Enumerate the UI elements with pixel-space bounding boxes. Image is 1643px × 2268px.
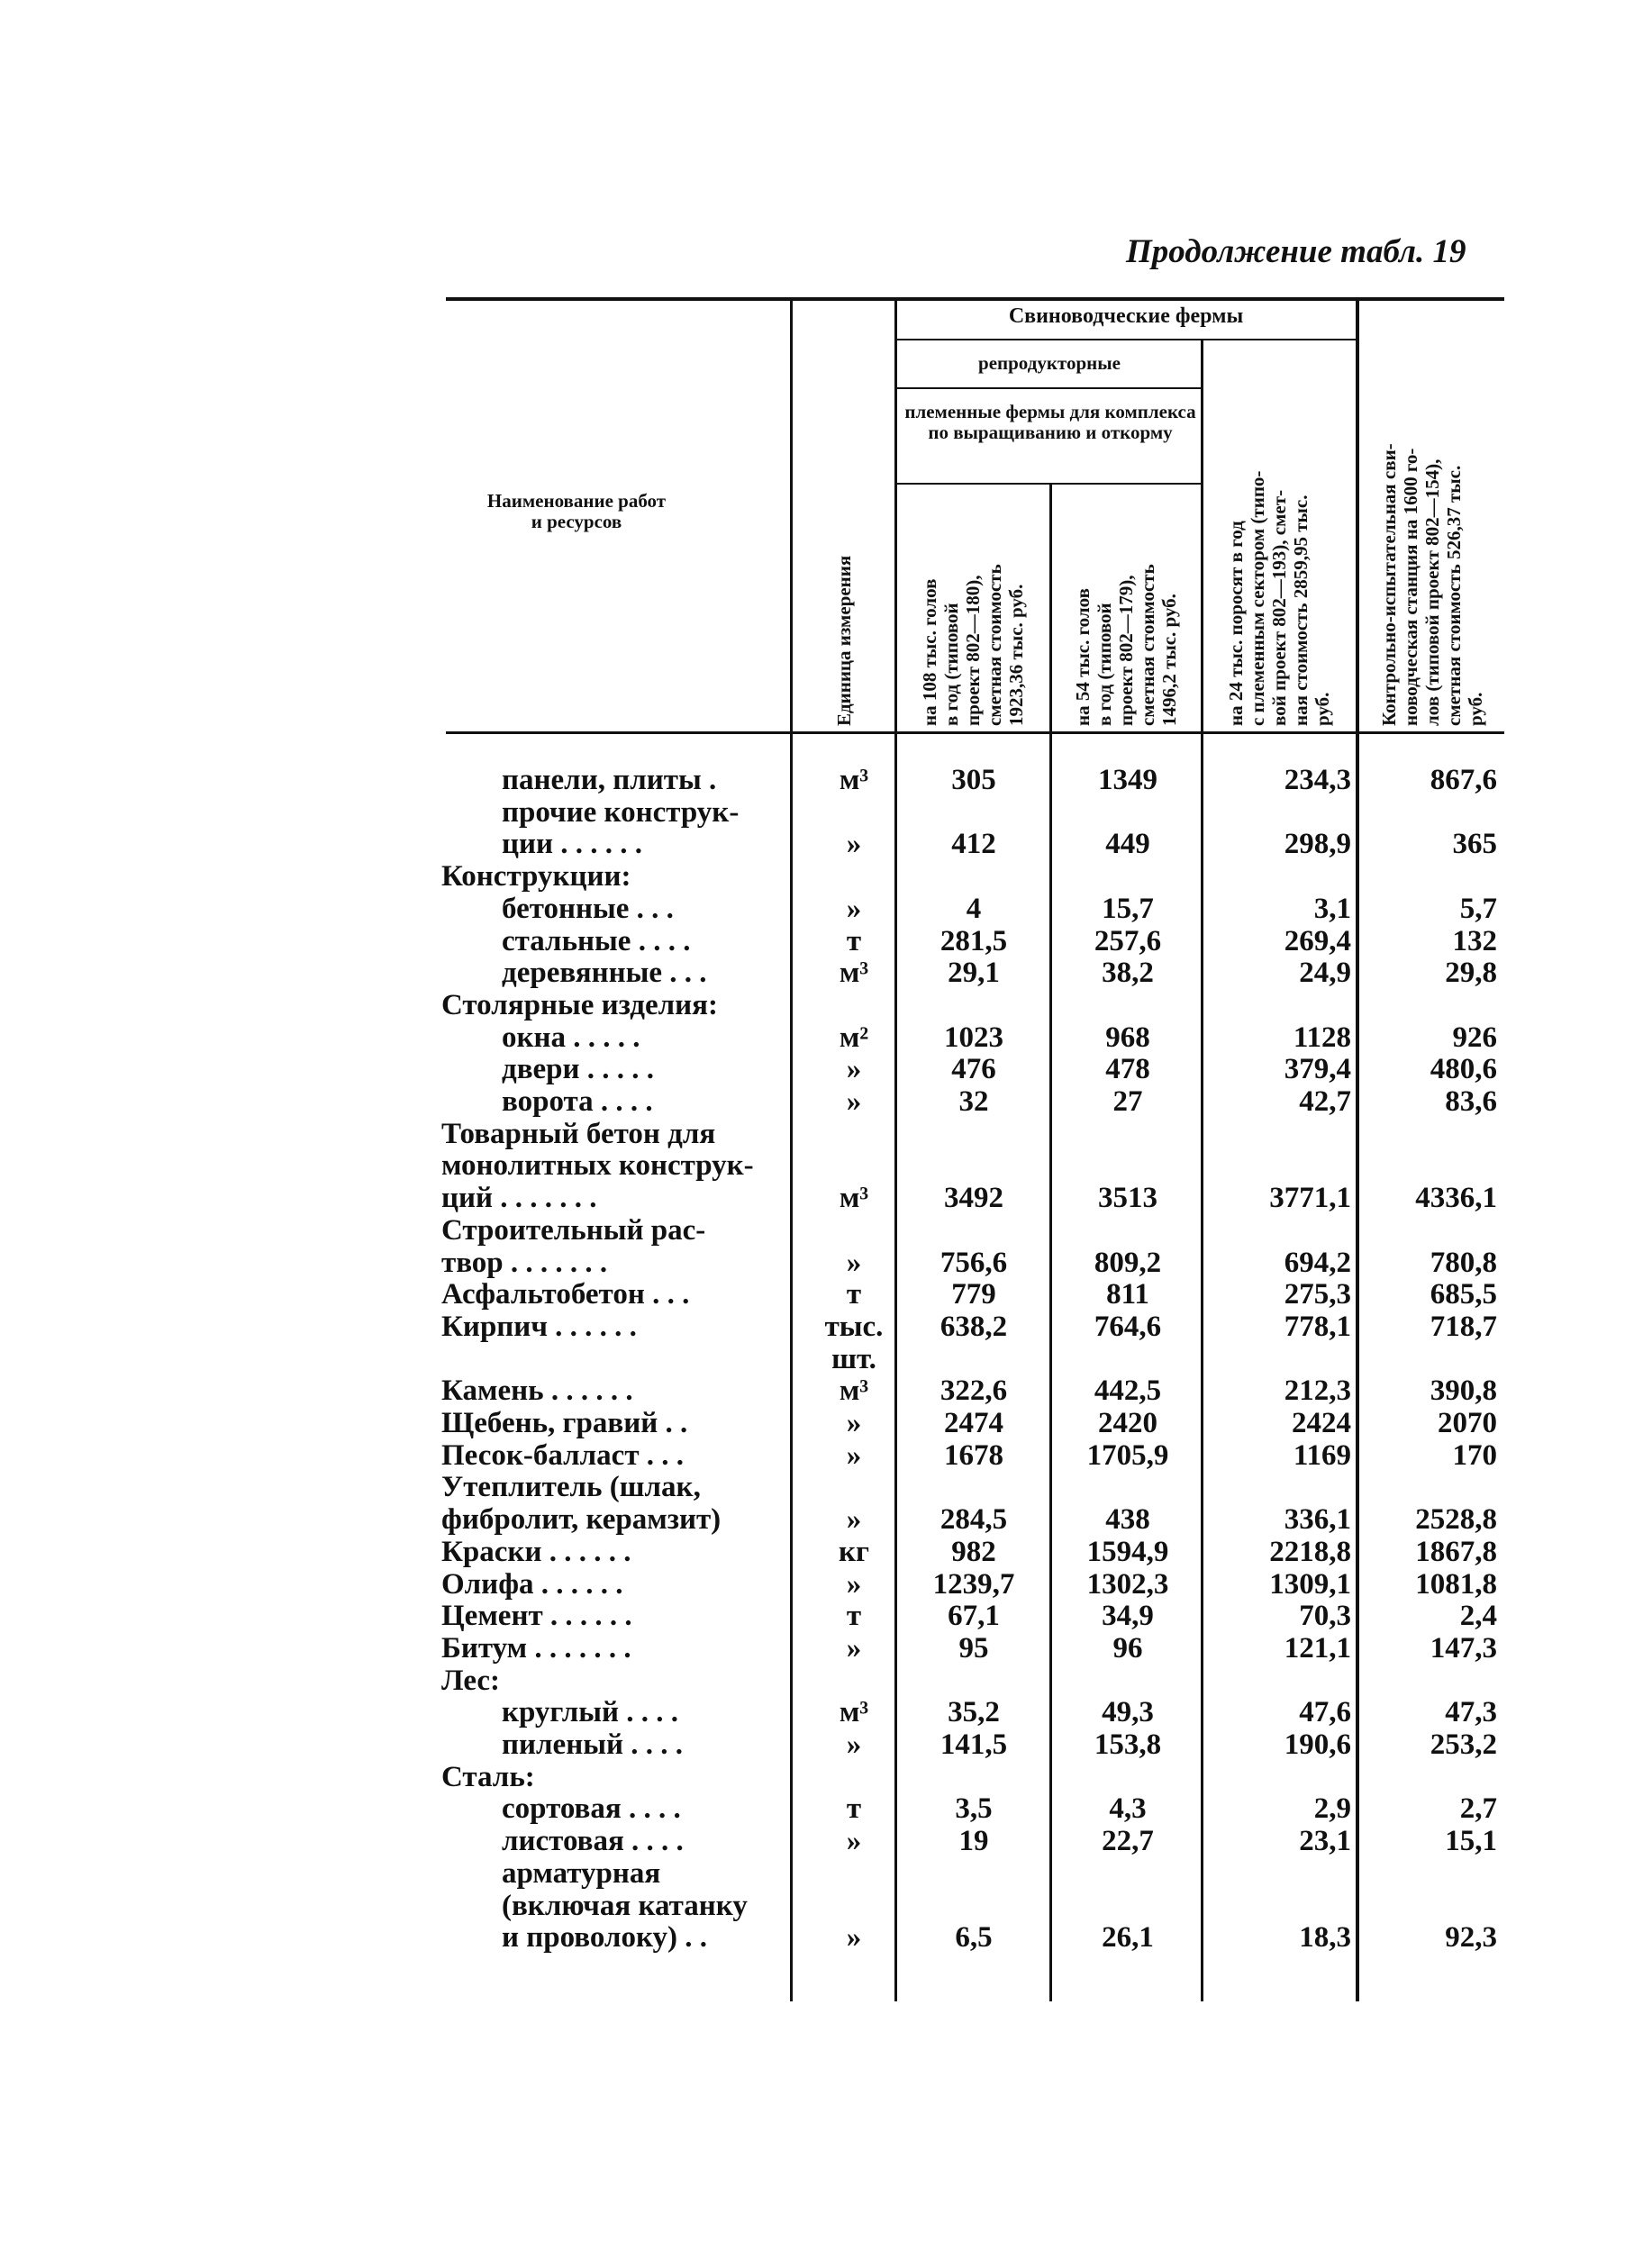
row-value-c2: 1349: [1098, 764, 1157, 796]
row-value-c4: 718,7: [1430, 1310, 1497, 1343]
header-col4: [1378, 443, 1486, 726]
row-unit: »: [846, 1438, 862, 1472]
row-value-c4: 170: [1452, 1438, 1497, 1472]
header-col3-line: ная стоимость 2859,95 тыс.: [1290, 494, 1312, 726]
table-row: [0, 989, 1643, 1021]
row-value-c2: 968: [1105, 1021, 1150, 1054]
row-unit: »: [846, 1246, 862, 1279]
row-label: Битум . . . . . . .: [441, 1631, 631, 1665]
row-value-c2: 3513: [1098, 1182, 1157, 1215]
table-row: [0, 1247, 1643, 1279]
table-row: [0, 1407, 1643, 1439]
row-value-c4: 92,3: [1445, 1921, 1497, 1955]
row-label: прочие конструк-: [502, 795, 740, 829]
row-unit: м³: [839, 1696, 869, 1729]
row-value-c1: 476: [951, 1053, 996, 1086]
row-value-c3: 2,9: [1313, 1792, 1351, 1826]
table-row: [0, 1792, 1643, 1825]
table-row: [0, 957, 1643, 989]
table-row: [0, 1503, 1643, 1536]
row-unit: »: [846, 1085, 862, 1118]
header-col1-line: 1923,36 тыс. руб.: [1005, 584, 1027, 726]
row-value-c4: 685,5: [1430, 1278, 1497, 1311]
row-unit: м³: [839, 1182, 869, 1215]
row-value-c2: 38,2: [1102, 957, 1154, 990]
table-row: [0, 925, 1643, 957]
row-label: ций . . . . . . .: [441, 1182, 597, 1215]
row-value-c3: 1169: [1293, 1438, 1351, 1472]
table-row: [0, 1471, 1643, 1503]
header-col4-line: новодческая станция на 1600 го-: [1400, 448, 1421, 726]
row-value-c4: 1867,8: [1415, 1535, 1497, 1568]
row-label: и проволоку) . .: [502, 1921, 708, 1955]
header-col2: [1072, 564, 1180, 726]
row-label: ции . . . . . .: [502, 828, 643, 861]
row-unit: шт.: [831, 1342, 876, 1375]
row-value-c4: 390,8: [1430, 1374, 1497, 1408]
table-row: [0, 1761, 1643, 1793]
table-row: [0, 1343, 1643, 1375]
row-value-c3: 778,1: [1284, 1310, 1351, 1343]
row-label: окна . . . . .: [502, 1021, 640, 1054]
row-unit: т: [846, 924, 862, 957]
header-col3-line: руб.: [1312, 692, 1333, 726]
row-label: двери . . . . .: [502, 1053, 655, 1086]
header-col3: [1225, 471, 1333, 726]
table-row: [0, 1600, 1643, 1632]
row-unit: м³: [839, 1374, 869, 1408]
header-col4-line: сметная стоимость 526,37 тыс.: [1443, 465, 1465, 726]
row-label: панели, плиты .: [502, 764, 717, 796]
row-unit: кг: [839, 1535, 869, 1568]
row-value-c1: 412: [951, 828, 996, 861]
row-value-c3: 694,2: [1284, 1246, 1351, 1279]
table-row: [0, 1182, 1643, 1214]
row-label: твор . . . . . . .: [441, 1246, 608, 1279]
header-col3-line: на 24 тыс. поросят в год: [1225, 521, 1247, 726]
table-row: [0, 893, 1643, 925]
table-row: [0, 1278, 1643, 1311]
row-value-c4: 253,2: [1430, 1728, 1497, 1761]
row-value-c4: 47,3: [1445, 1696, 1497, 1729]
header-col2-line: 1496,2 тыс. руб.: [1158, 594, 1180, 726]
row-label: Столярные изделия:: [441, 988, 719, 1021]
table-row: [0, 1696, 1643, 1728]
row-value-c4: 83,6: [1445, 1085, 1497, 1118]
row-value-c2: 15,7: [1102, 892, 1154, 925]
row-value-c1: 1678: [944, 1438, 1003, 1472]
row-unit: »: [846, 1921, 862, 1955]
row-value-c4: 4336,1: [1415, 1182, 1497, 1215]
row-unit: тыс.: [824, 1310, 884, 1343]
table-caption: Продолжение табл. 19: [1126, 233, 1466, 270]
row-unit: м²: [839, 1021, 869, 1054]
row-value-c4: 5,7: [1459, 892, 1497, 925]
row-value-c4: 480,6: [1430, 1053, 1497, 1086]
row-value-c3: 269,4: [1284, 924, 1351, 957]
row-value-c1: 982: [951, 1535, 996, 1568]
table-row: [0, 1665, 1643, 1697]
row-value-c1: 1023: [944, 1021, 1003, 1054]
row-label: деревянные . . .: [502, 957, 707, 990]
row-value-c1: 779: [951, 1278, 996, 1311]
row-value-c3: 70,3: [1299, 1600, 1351, 1633]
table-row: [0, 1149, 1643, 1182]
table-row: [0, 1890, 1643, 1922]
row-value-c2: 153,8: [1094, 1728, 1162, 1761]
row-label: Олифа . . . . . .: [441, 1567, 623, 1601]
row-value-c4: 1081,8: [1415, 1567, 1497, 1601]
row-value-c4: 867,6: [1430, 764, 1497, 796]
header-col2-line: в год (типовой: [1094, 603, 1115, 726]
table-row: [0, 1118, 1643, 1150]
row-label: Лес:: [441, 1664, 501, 1697]
row-value-c4: 29,8: [1445, 957, 1497, 990]
row-value-c1: 284,5: [940, 1503, 1008, 1537]
row-value-c2: 449: [1105, 828, 1150, 861]
row-value-c4: 926: [1452, 1021, 1497, 1054]
row-value-c3: 3771,1: [1269, 1182, 1351, 1215]
row-label: Песок-балласт . . .: [441, 1438, 685, 1472]
row-value-c3: 2218,8: [1269, 1535, 1351, 1568]
header-col2-line: сметная стоимость: [1137, 564, 1158, 726]
row-value-c1: 756,6: [940, 1246, 1008, 1279]
row-value-c1: 3,5: [955, 1792, 993, 1826]
group-repro-rule: [896, 387, 1203, 389]
row-value-c4: 780,8: [1430, 1246, 1497, 1279]
row-value-c3: 275,3: [1284, 1278, 1351, 1311]
row-value-c1: 35,2: [948, 1696, 1000, 1729]
row-value-c2: 2420: [1098, 1407, 1157, 1439]
row-label: Щебень, гравий . .: [441, 1407, 688, 1439]
row-label: пиленый . . . .: [502, 1728, 683, 1761]
row-value-c3: 212,3: [1284, 1374, 1351, 1408]
table-row: [0, 796, 1643, 829]
header-col4-line: лов (типовой проект 802—154),: [1421, 458, 1443, 726]
row-value-c2: 49,3: [1102, 1696, 1154, 1729]
table-row: [0, 1536, 1643, 1568]
row-value-c2: 764,6: [1094, 1310, 1162, 1343]
row-value-c3: 1128: [1293, 1021, 1351, 1054]
row-unit: т: [846, 1278, 862, 1311]
row-value-c2: 1705,9: [1086, 1438, 1169, 1472]
row-unit: »: [846, 828, 862, 861]
row-value-c3: 234,3: [1284, 764, 1351, 796]
table-row: [0, 1728, 1643, 1761]
row-value-c3: 24,9: [1299, 957, 1351, 990]
row-label: монолитных конструк-: [441, 1149, 754, 1183]
table-row: [0, 1311, 1643, 1343]
row-unit: »: [846, 892, 862, 925]
row-label: Сталь:: [441, 1760, 535, 1793]
row-label: Утеплитель (шлак,: [441, 1471, 701, 1504]
row-value-c3: 23,1: [1299, 1825, 1351, 1858]
row-label: арматурная: [502, 1856, 661, 1890]
header-name: Наименование работ и ресурсов: [486, 490, 667, 532]
row-value-c1: 4: [966, 892, 982, 925]
row-value-c4: 132: [1452, 924, 1497, 957]
table-row: [0, 1021, 1643, 1054]
row-value-c2: 1302,3: [1086, 1567, 1169, 1601]
row-value-c3: 3,1: [1313, 892, 1351, 925]
row-value-c2: 1594,9: [1086, 1535, 1169, 1568]
row-value-c4: 2,7: [1459, 1792, 1497, 1826]
row-value-c1: 29,1: [948, 957, 1000, 990]
table-row: [0, 1053, 1643, 1085]
row-value-c4: 147,3: [1430, 1631, 1497, 1665]
row-value-c1: 67,1: [948, 1600, 1000, 1633]
table-row: [0, 1632, 1643, 1665]
row-label: круглый . . . .: [502, 1696, 679, 1729]
row-label: листовая . . . .: [502, 1825, 684, 1858]
row-value-c1: 1239,7: [932, 1567, 1015, 1601]
row-label: Краски . . . . . .: [441, 1535, 631, 1568]
row-value-c1: 3492: [944, 1182, 1003, 1215]
row-value-c1: 305: [951, 764, 996, 796]
row-label: Цемент . . . . . .: [441, 1600, 632, 1633]
row-value-c1: 322,6: [940, 1374, 1008, 1408]
header-col1-line: в год (типовой: [940, 603, 962, 726]
row-value-c4: 365: [1452, 828, 1497, 861]
row-label: Товарный бетон для: [441, 1117, 716, 1150]
row-unit: м³: [839, 764, 869, 796]
row-value-c4: 2,4: [1459, 1600, 1497, 1633]
row-value-c1: 32: [958, 1085, 989, 1118]
table-row: [0, 1439, 1643, 1472]
row-value-c2: 34,9: [1102, 1600, 1154, 1633]
row-value-c3: 2424: [1292, 1407, 1351, 1439]
table-row: [0, 1374, 1643, 1407]
row-label: сортовая . . . .: [502, 1792, 681, 1826]
header-col3-line: с племенным сектором (типо-: [1247, 470, 1268, 726]
row-unit: »: [846, 1631, 862, 1665]
row-value-c3: 121,1: [1284, 1631, 1351, 1665]
row-value-c3: 336,1: [1284, 1503, 1351, 1537]
row-value-c2: 438: [1105, 1503, 1150, 1537]
row-value-c3: 18,3: [1299, 1921, 1351, 1955]
row-label: Асфальтобетон . . .: [441, 1278, 690, 1311]
header-repro-group: репродукторные: [978, 352, 1121, 374]
row-value-c2: 22,7: [1102, 1825, 1154, 1858]
row-unit: »: [846, 1728, 862, 1761]
table-row: [0, 1568, 1643, 1601]
header-col1-line: на 108 тыс. голов: [919, 578, 940, 726]
row-unit: »: [846, 1503, 862, 1537]
row-unit: »: [846, 1825, 862, 1858]
table-row: [0, 1857, 1643, 1890]
row-value-c1: 2474: [944, 1407, 1003, 1439]
header-col1-line: проект 802—180),: [962, 575, 984, 726]
header-unit: Единица измерения: [833, 555, 855, 726]
row-value-c4: 15,1: [1445, 1825, 1497, 1858]
row-value-c2: 478: [1105, 1053, 1150, 1086]
row-value-c1: 141,5: [940, 1728, 1008, 1761]
row-label: Кирпич . . . . . .: [441, 1310, 637, 1343]
row-value-c3: 42,7: [1299, 1085, 1351, 1118]
header-col4-line: Контрольно-испытательная сви-: [1378, 443, 1400, 726]
row-value-c2: 809,2: [1094, 1246, 1162, 1279]
header-col2-line: на 54 тыс. голов: [1072, 588, 1094, 726]
table-top-rule: [446, 297, 1504, 301]
table-row: [0, 764, 1643, 796]
table-row: [0, 828, 1643, 860]
row-value-c2: 96: [1112, 1631, 1143, 1665]
row-value-c2: 27: [1112, 1085, 1143, 1118]
row-value-c3: 379,4: [1284, 1053, 1351, 1086]
header-breeding-group: племенные фермы для комплекса по выращиванию и откорму: [904, 401, 1196, 443]
row-value-c1: 281,5: [940, 924, 1008, 957]
row-value-c3: 47,6: [1299, 1696, 1351, 1729]
row-value-c2: 811: [1106, 1278, 1149, 1311]
table-row: [0, 1921, 1643, 1954]
row-value-c4: 2528,8: [1415, 1503, 1497, 1537]
header-bottom-rule: [446, 731, 1504, 734]
table-row: [0, 1214, 1643, 1247]
table-row: [0, 1825, 1643, 1857]
group-breeding-rule: [896, 483, 1203, 485]
row-value-c3: 298,9: [1284, 828, 1351, 861]
row-value-c3: 190,6: [1284, 1728, 1351, 1761]
group-pig-rule: [896, 339, 1357, 340]
header-pig-group: Свиноводческие фермы: [1008, 304, 1244, 328]
row-value-c4: 2070: [1438, 1407, 1497, 1439]
row-unit: т: [846, 1792, 862, 1826]
row-value-c2: 442,5: [1094, 1374, 1162, 1408]
row-label: ворота . . . .: [502, 1085, 653, 1118]
row-unit: м³: [839, 957, 869, 990]
row-unit: »: [846, 1567, 862, 1601]
row-value-c1: 6,5: [955, 1921, 993, 1955]
header-col3-line: вой проект 802—193), смет-: [1268, 489, 1290, 726]
row-label: фибролит, керамзит): [441, 1503, 722, 1537]
table-row: [0, 860, 1643, 893]
table-row: [0, 1085, 1643, 1118]
row-value-c2: 4,3: [1109, 1792, 1147, 1826]
row-value-c2: 257,6: [1094, 924, 1162, 957]
header-col1-line: сметная стоимость: [984, 564, 1005, 726]
row-unit: »: [846, 1053, 862, 1086]
row-value-c2: 26,1: [1102, 1921, 1154, 1955]
header-col4-line: руб.: [1465, 692, 1486, 726]
row-value-c1: 19: [958, 1825, 989, 1858]
row-label: Камень . . . . . .: [441, 1374, 633, 1408]
header-col2-line: проект 802—179),: [1115, 575, 1137, 726]
row-label: бетонные . . .: [502, 892, 674, 925]
row-value-c1: 95: [958, 1631, 989, 1665]
row-label: Строительный рас-: [441, 1213, 706, 1247]
row-label: Конструкции:: [441, 860, 631, 894]
row-label: стальные . . . .: [502, 924, 691, 957]
row-unit: т: [846, 1600, 862, 1633]
header-col1: [919, 564, 1027, 726]
row-value-c3: 1309,1: [1269, 1567, 1351, 1601]
row-value-c1: 638,2: [940, 1310, 1008, 1343]
row-label: (включая катанку: [502, 1889, 748, 1922]
row-unit: »: [846, 1407, 862, 1439]
